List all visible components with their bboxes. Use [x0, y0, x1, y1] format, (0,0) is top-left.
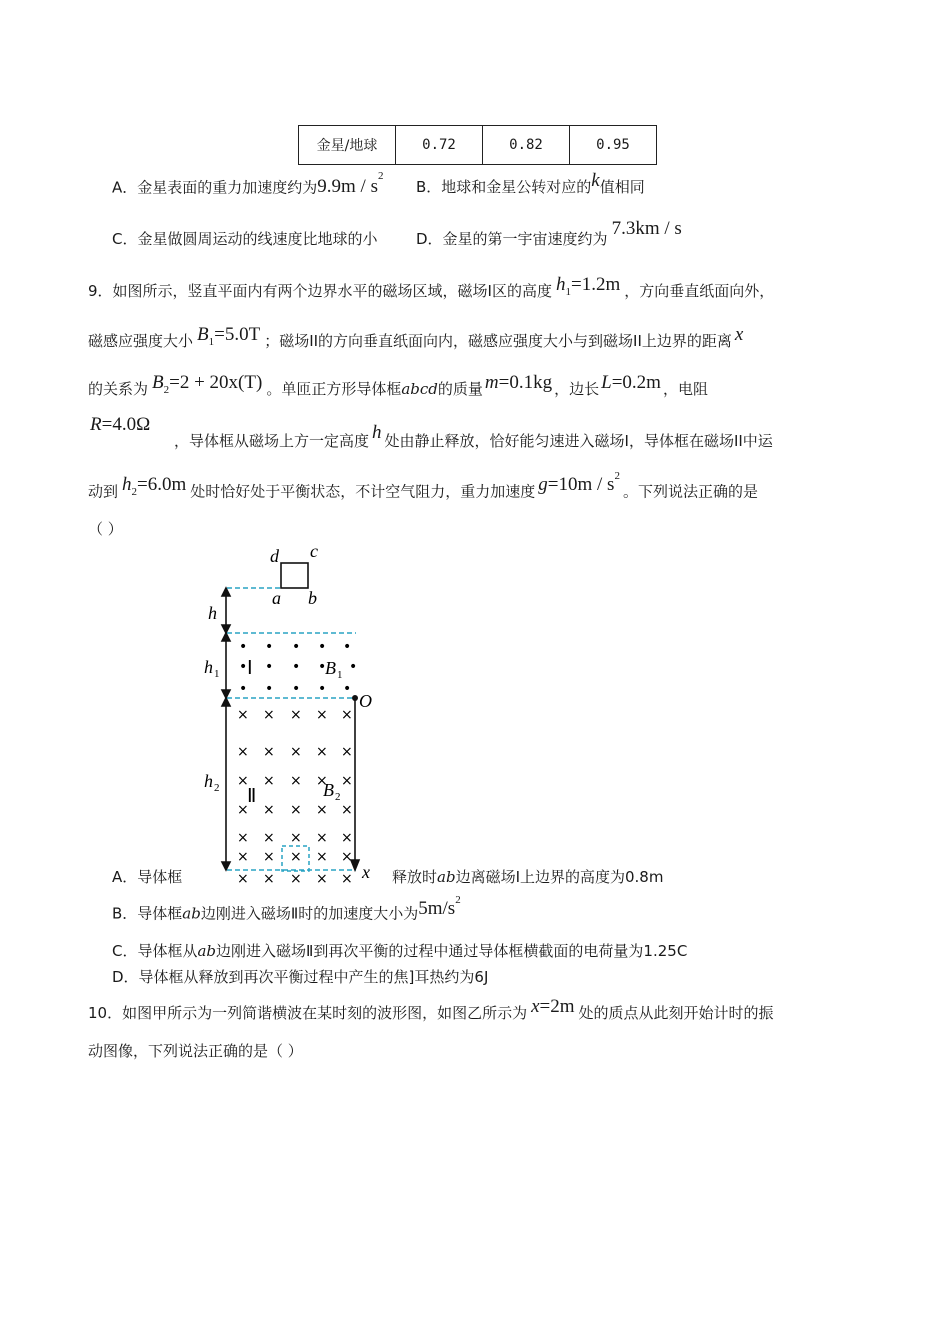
label-O: O — [359, 691, 372, 711]
label-h1: h — [204, 657, 213, 677]
q9-h2 — [122, 474, 187, 499]
q9-abcd: abcd — [401, 380, 438, 398]
label-c: c — [310, 541, 318, 561]
field-cross: × — [237, 707, 249, 723]
q9-option-c-text: C．导体框从 — [112, 942, 198, 960]
field-cross: × — [341, 744, 353, 760]
label-d: d — [270, 546, 279, 566]
q10-line-2: 动图像，下列说法正确的是（ ） — [88, 1042, 303, 1060]
q10-line-1 — [88, 996, 774, 1024]
q8-option-d-text: D．金星的第一宇宙速度约为 — [416, 230, 608, 248]
q9-m-symbol: m — [484, 372, 499, 393]
q8-option-a-math — [317, 170, 384, 198]
field-dot: • — [265, 639, 274, 655]
field-cross: × — [290, 849, 302, 865]
field-dot: • — [239, 681, 248, 697]
q9-line-1 — [88, 274, 775, 304]
q9-text: 处时恰好处于平衡状态，不计空气阻力，重力加速度 — [190, 482, 536, 501]
q9-option-b — [112, 894, 461, 924]
q8-option-b — [416, 170, 645, 198]
q9-text: ，方向垂直纸面向外， — [624, 282, 775, 300]
q9-text: 磁感应强度大小 — [88, 332, 194, 350]
q8-option-a-value: 9.9m / s — [317, 176, 378, 198]
q9-text: 处由静止释放，恰好能匀速进入磁场Ⅰ，导体框在磁场II中运 — [384, 432, 773, 450]
q9-option-b-ab: ab — [182, 904, 201, 923]
magnetic-field-figure — [190, 540, 390, 890]
q9-g-symbol: g — [538, 474, 548, 496]
q9-h: h — [372, 422, 382, 443]
field-dot: • — [292, 639, 301, 655]
q9-L-symbol: L — [601, 372, 612, 393]
q8-option-c — [112, 228, 377, 249]
q9-option-c-ab: ab — [197, 942, 217, 960]
q9-B2-sub: 2 — [163, 383, 170, 396]
q9-text: 动到 — [88, 482, 119, 501]
table-cell: 0.95 — [570, 126, 657, 165]
field-dot: • — [239, 639, 248, 655]
q9-line-3 — [88, 372, 708, 402]
field-cross: × — [341, 773, 353, 789]
field-cross: × — [290, 830, 302, 846]
arrow-h — [222, 588, 230, 633]
square-loop — [281, 563, 308, 588]
q9-R — [90, 414, 150, 436]
planet-ratio-table — [298, 125, 657, 165]
label-B2: B — [323, 780, 334, 800]
q9-text: 9．如图所示，竖直平面内有两个边界水平的磁场区域，磁场Ⅰ区的高度 — [88, 282, 552, 300]
field-cross: × — [316, 871, 328, 887]
field-cross: × — [341, 707, 353, 723]
table-cell: 0.72 — [396, 126, 483, 165]
field-cross: × — [263, 830, 275, 846]
q8-option-a-text: A．金星表面的重力加速度约为 — [112, 178, 318, 197]
q9-m — [485, 372, 552, 393]
field-cross: × — [316, 707, 328, 723]
q8-option-c-text: C．金星做圆周运动的线速度比地球的小 — [112, 230, 378, 248]
q9-h2-symbol: h — [122, 474, 132, 496]
field-cross: × — [237, 773, 249, 789]
q9-text: 的关系为 — [88, 380, 149, 398]
field-dot: • — [318, 659, 327, 675]
table-cell: 0.82 — [483, 126, 570, 165]
q9-g-value: =10m / s — [547, 474, 615, 496]
label-h1-sub: 1 — [214, 668, 220, 680]
field-cross: × — [290, 744, 302, 760]
field-cross: × — [263, 773, 275, 789]
q9-text: ，电阻 — [662, 380, 708, 398]
field-cross: × — [290, 871, 302, 887]
field-I-dots — [239, 639, 357, 697]
q9-h1-symbol: h — [555, 274, 566, 295]
q8-option-d — [416, 218, 682, 250]
q10-text: 处的质点从此刻开始计时的振 — [578, 1004, 774, 1022]
q8-option-a — [112, 170, 384, 198]
q9-h1-value: =1.2m — [570, 274, 621, 295]
label-region-I: Ⅰ — [247, 658, 253, 679]
q9-h2-value: =6.0m — [137, 474, 187, 496]
field-cross: × — [290, 707, 302, 723]
q8-option-d-math: 7.3km / s — [611, 218, 682, 239]
q9-B1-value: =5.0T — [214, 324, 261, 345]
field-cross: × — [316, 830, 328, 846]
field-cross: × — [316, 744, 328, 760]
q9-paren: （ ） — [88, 520, 123, 538]
table-row — [299, 126, 657, 165]
q9-text: ，导体框从磁场上方一定高度 — [174, 432, 370, 450]
q9-option-a — [112, 866, 182, 887]
field-dot: • — [349, 659, 358, 675]
q9-option-b-text2: 边刚进入磁场Ⅱ时的加速度大小为 — [200, 904, 419, 923]
q9-option-d: D．导体框从释放到再次平衡过程中产生的焦]耳热约为6J — [112, 968, 489, 986]
label-region-II: Ⅱ — [247, 786, 257, 807]
q9-option-a-tail — [392, 866, 663, 887]
label-B1-sub: 1 — [337, 669, 343, 681]
field-cross: × — [237, 744, 249, 760]
q9-line-4 — [174, 422, 773, 452]
field-cross: × — [316, 849, 328, 865]
q10-x — [531, 996, 574, 1017]
q9-option-a-text2: 释放时 — [392, 868, 438, 886]
label-B2-sub: 2 — [335, 791, 341, 803]
field-cross: × — [263, 707, 275, 723]
q9-R-symbol: R — [90, 414, 102, 435]
field-cross: × — [290, 802, 302, 818]
q9-option-a-text: A．导体框 — [112, 868, 183, 886]
q9-option-b-value: 5m/s — [418, 898, 456, 920]
table-cell-label: 金星/地球 — [299, 126, 396, 165]
label-h2: h — [204, 771, 213, 791]
q9-h2-sub: 2 — [131, 486, 138, 499]
q9-B2-symbol: B — [152, 372, 164, 393]
label-x: x — [362, 862, 370, 882]
q10-x-symbol: x — [531, 996, 540, 1017]
label-a: a — [272, 588, 281, 608]
q9-option-b-sup: 2 — [455, 894, 461, 906]
field-dot: • — [292, 681, 301, 697]
q9-x: x — [734, 324, 744, 345]
q9-B2 — [152, 372, 263, 396]
label-B1: B — [325, 658, 336, 678]
q9-g-sup: 2 — [614, 470, 620, 482]
q9-L-value: =0.2m — [611, 372, 661, 393]
arrow-h1 — [222, 633, 230, 698]
field-cross: × — [237, 849, 249, 865]
q9-h1 — [555, 274, 621, 298]
q9-option-a-ab: ab — [437, 868, 456, 886]
field-cross: × — [263, 802, 275, 818]
q9-option-a-text3: 边离磁场Ⅰ上边界的高度为0.8m — [455, 868, 664, 886]
q9-option-b-math — [418, 894, 461, 920]
field-cross: × — [263, 871, 275, 887]
field-cross: × — [341, 802, 353, 818]
field-dot: • — [292, 659, 301, 675]
field-cross: × — [341, 849, 353, 865]
q9-R-value: =4.0Ω — [101, 414, 151, 435]
label-h: h — [208, 603, 217, 623]
q8-option-b-k: k — [591, 170, 600, 191]
field-dot: • — [265, 659, 274, 675]
field-cross: × — [237, 830, 249, 846]
field-dot: • — [318, 681, 327, 697]
field-dot: • — [343, 639, 352, 655]
q9-option-b-text: B．导体框 — [112, 904, 183, 923]
q9-text: 的质量 — [437, 380, 483, 398]
q9-h1-sub: 1 — [565, 285, 571, 298]
q9-B1 — [197, 324, 261, 348]
field-dot: • — [343, 681, 352, 697]
field-cross: × — [316, 802, 328, 818]
field-cross: × — [263, 744, 275, 760]
field-dot: • — [318, 639, 327, 655]
q9-B1-symbol: B — [197, 324, 209, 345]
q9-option-c-text2: 边刚进入磁场Ⅱ到再次平衡的过程中通过导体框横截面的电荷量为1.25C — [216, 942, 688, 960]
q9-L — [601, 372, 661, 393]
field-cross: × — [341, 830, 353, 846]
q8-option-b-tail: 值相同 — [599, 178, 645, 196]
q8-option-a-sup: 2 — [377, 170, 384, 182]
field-cross: × — [263, 849, 275, 865]
field-cross: × — [290, 773, 302, 789]
q9-line-2 — [88, 324, 744, 354]
q9-B1-sub: 1 — [208, 335, 215, 348]
field-cross: × — [237, 802, 249, 818]
q8-option-b-text: B．地球和金星公转对应的 — [416, 178, 592, 196]
q10-x-value: =2m — [539, 996, 575, 1017]
q9-m-value: =0.1kg — [498, 372, 553, 393]
q9-text: ；磁场II的方向垂直纸面向内，磁感应强度大小与到磁场II上边界的距离 — [264, 332, 732, 350]
label-b: b — [308, 588, 317, 608]
field-dot: • — [239, 659, 248, 675]
q10-text: 10．如图甲所示为一列简谐横波在某时刻的波形图，如图乙所示为 — [88, 1004, 528, 1022]
field-cross: × — [237, 871, 249, 887]
q9-text: 。下列说法正确的是 — [622, 482, 758, 501]
q9-line-5 — [88, 470, 758, 504]
field-dot: • — [265, 681, 274, 697]
q9-text: ，边长 — [554, 380, 600, 398]
q9-g — [538, 470, 620, 496]
arrow-h2 — [222, 698, 230, 870]
q9-option-c — [112, 940, 687, 961]
q9-B2-value: =2 + 20x(T) — [169, 372, 263, 393]
label-h2-sub: 2 — [214, 782, 220, 794]
field-cross: × — [341, 871, 353, 887]
field-cross: × — [316, 773, 328, 789]
q9-text: 。单匝正方形导体框 — [266, 380, 402, 398]
